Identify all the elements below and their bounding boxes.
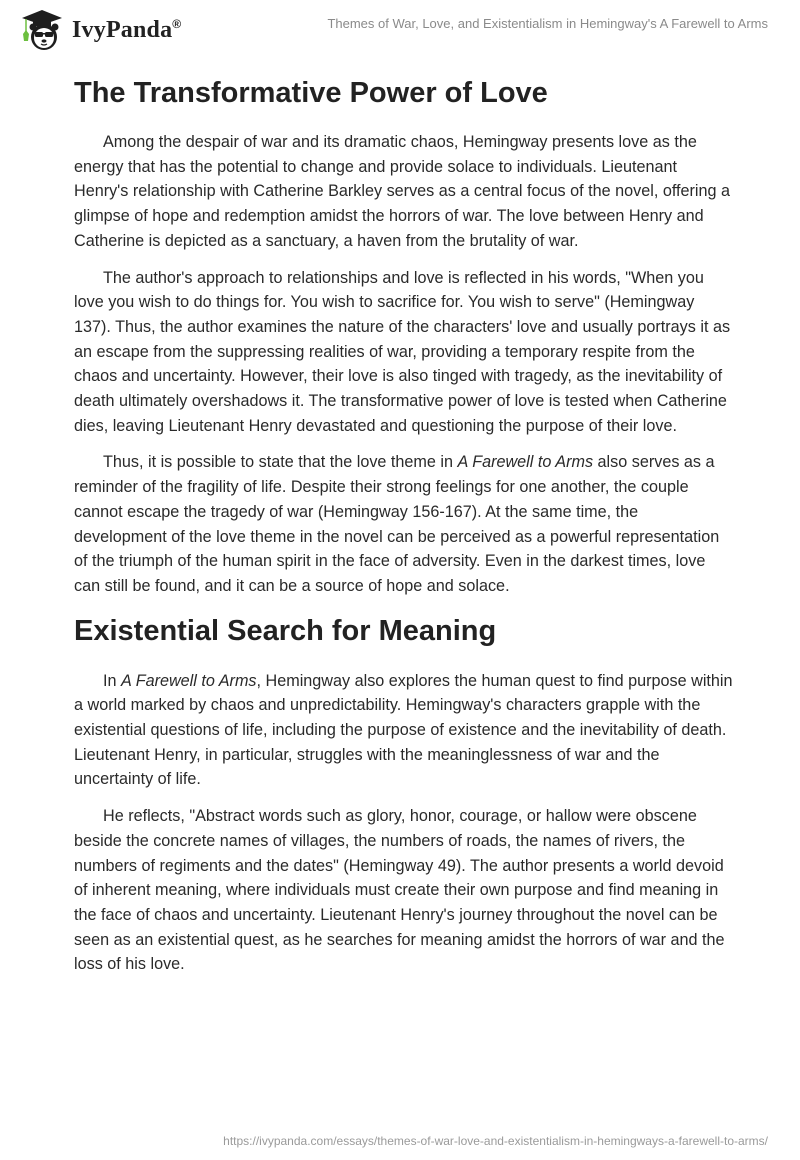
page-header bbox=[0, 0, 800, 60]
paragraph: Thus, it is possible to state that the love theme in A Farewell to Arms also serves as a reminder of the fragility of life. Despite their strong feelings for one another, the couple cannot escape the tragedy of war (Hemingway 156-167). At the same time, the development of the love theme in the novel can be perceived as a powerful representation of the triumph of the human spirit in the face of adversity. Even in the darkest times, love can still be found, and it can be a source of hope and solace. bbox=[74, 453, 720, 595]
book-title: A Farewell to Arms bbox=[121, 671, 257, 690]
section-heading: The Transformative Power of Love bbox=[74, 77, 548, 109]
ivypanda-logo[interactable] bbox=[18, 8, 181, 52]
logo-text: IvyPanda® bbox=[72, 16, 182, 43]
document-title: Themes of War, Love, and Existentialism in Hemingway's A Farewell to Arms bbox=[327, 16, 768, 31]
paragraph: In A Farewell to Arms, Hemingway also explores the human quest to find purpose within a world marked by chaos and unpredictability. Hemingway's characters grapple with the existential questions of life, including the purpose of existence and the inevitability of death. Lieutenant Henry, in particular, struggles with the meaninglessness of war and the uncertainty of life. bbox=[74, 671, 733, 789]
essay-content bbox=[74, 70, 734, 989]
paragraph: The author's approach to relationships and love is reflected in his words, "When you love you wish to do things for. You wish to sacrifice for. You wish to serve" (Hemingway 137). Thus, the author examines the nature of the characters' love and usually portrays it as an escape from the suppressing realities of war, providing a temporary respite from the chaos and uncertainty. However, their love is also tinged with tragedy, as the inevitability of death ultimately overshadows it. The transformative power of love is tested when Catherine dies, leaving Lieutenant Henry devastated and questioning the purpose of their love. bbox=[74, 268, 731, 435]
paragraph: Among the despair of war and its dramatic chaos, Hemingway presents love as the energy that has the potential to change and provide solace to individuals. Lieutenant Henry's relationship with Catherine Barkley serves as a central focus of the novel, offering a glimpse of hope and redemption amidst the horrors of war. The love between Henry and Catherine is depicted as a sanctuary, a haven from the brutality of war. bbox=[74, 133, 731, 250]
paragraph: He reflects, "Abstract words such as glory, honor, courage, or hallow were obscene beside the concrete names of villages, the numbers of roads, the names of rivers, the numbers of regiments and the dates" (Hemingway 49). The author presents a world devoid of inherent meaning, where individuals must create their own purpose and find meaning in the face of chaos and uncertainty. Lieutenant Henry's journey throughout the novel can be seen as an existential quest, as he searches for meaning amidst the horrors of war and the loss of his love. bbox=[74, 807, 725, 974]
source-url[interactable]: https://ivypanda.com/essays/themes-of-war-love-and-existentialism-in-hemingways-a-farewell-to-arms/ bbox=[223, 1134, 768, 1148]
book-title: A Farewell to Arms bbox=[457, 453, 594, 472]
panda-graduation-cap-icon bbox=[18, 8, 66, 52]
section-heading: Existential Search for Meaning bbox=[74, 614, 497, 647]
